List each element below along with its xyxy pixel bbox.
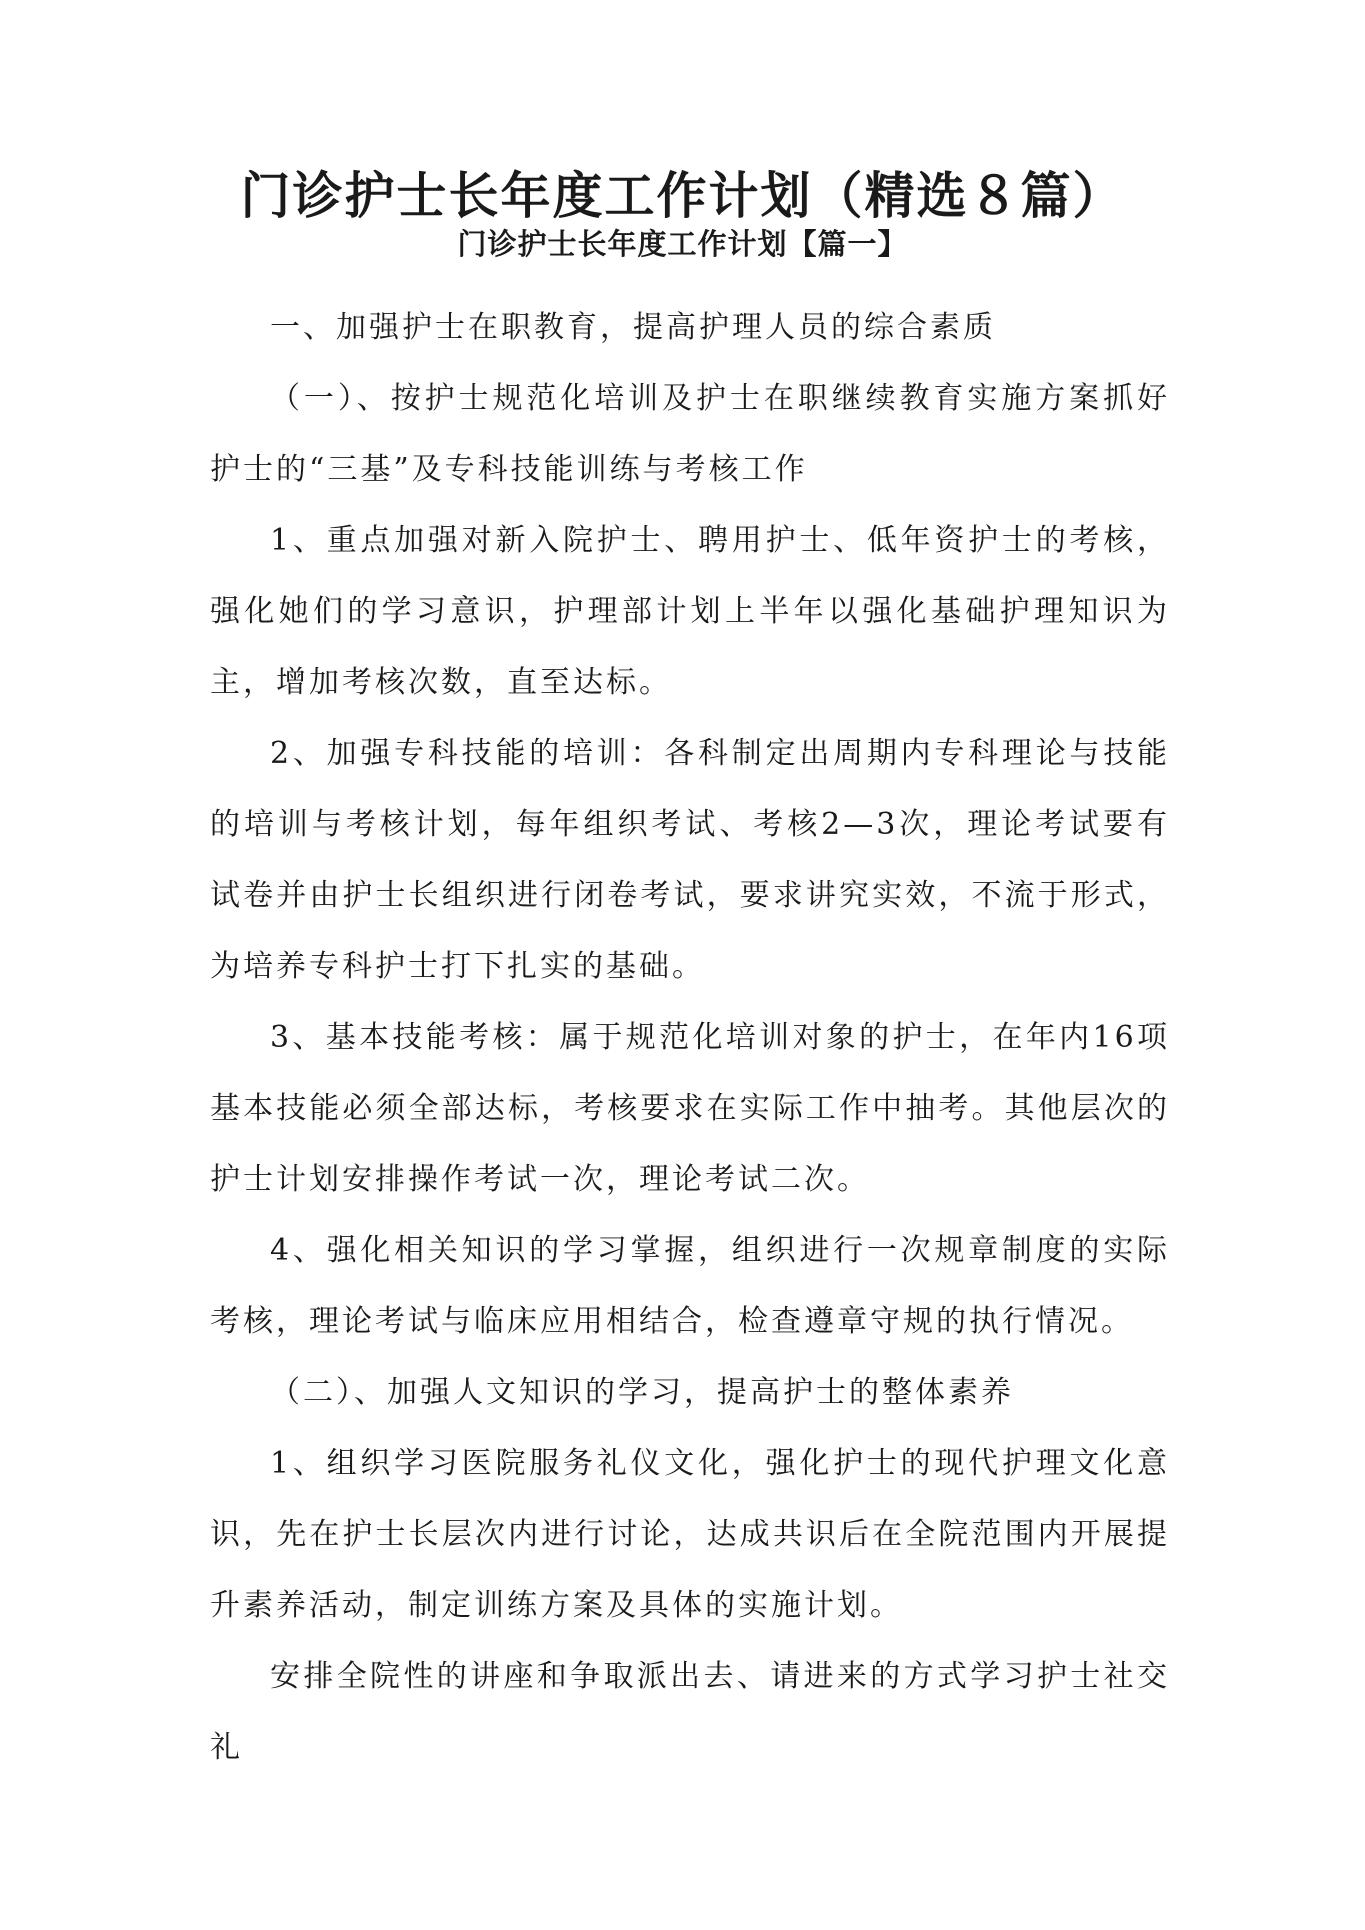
paragraph-subsection-1-heading: （一）、按护士规范化培训及护士在职继续教育实施方案抓好护士的“三基”及专科技能训练与考核工作 bbox=[210, 381, 1170, 487]
paragraph-subsection-2-item-1: 1、组织学习医院服务礼仪文化，强化护士的现代护理文化意识，先在护士长层次内进行讨论，达成共识后在全院范围内开展提升素养活动，制定训练方案及具体的实施计划。 bbox=[210, 1446, 1170, 1623]
paragraph-continuation: 安排全院性的讲座和争取派出去、请进来的方式学习护士社交礼 bbox=[210, 1659, 1170, 1765]
paragraph-subsection-2-heading: （二）、加强人文知识的学习，提高护士的整体素养 bbox=[270, 1375, 1014, 1410]
document-title: 门诊护士长年度工作计划（精选８篇） bbox=[240, 165, 1125, 225]
paragraph-section-1-heading: 一、加强护士在职教育，提高护理人员的综合素质 bbox=[270, 310, 996, 345]
paragraph-item-1: 1、重点加强对新入院护士、聘用护士、低年资护士的考核，强化她们的学习意识，护理部计划上半年以强化基础护理知识为主，增加考核次数，直至达标。 bbox=[210, 523, 1170, 700]
section-heading: 门诊护士长年度工作计划【篇一】 bbox=[457, 227, 908, 261]
paragraph-item-4: 4、强化相关知识的学习掌握，组织进行一次规章制度的实际考核，理论考试与临床应用相结合，检查遵章守规的执行情况。 bbox=[210, 1233, 1170, 1339]
document-body bbox=[210, 292, 1170, 1783]
paragraph-item-3: 3、基本技能考核：属于规范化培训对象的护士，在年内16项基本技能必须全部达标，考核要求在实际工作中抽考。其他层次的护士计划安排操作考试一次，理论考试二次。 bbox=[210, 1020, 1170, 1197]
paragraph-item-2: 2、加强专科技能的培训：各科制定出周期内专科理论与技能的培训与考核计划，每年组织考试、考核2—3次，理论考试要有试卷并由护士长组织进行闭卷考试，要求讲究实效，不流于形式，为培养专科护士打下扎实的基础。 bbox=[210, 736, 1170, 984]
